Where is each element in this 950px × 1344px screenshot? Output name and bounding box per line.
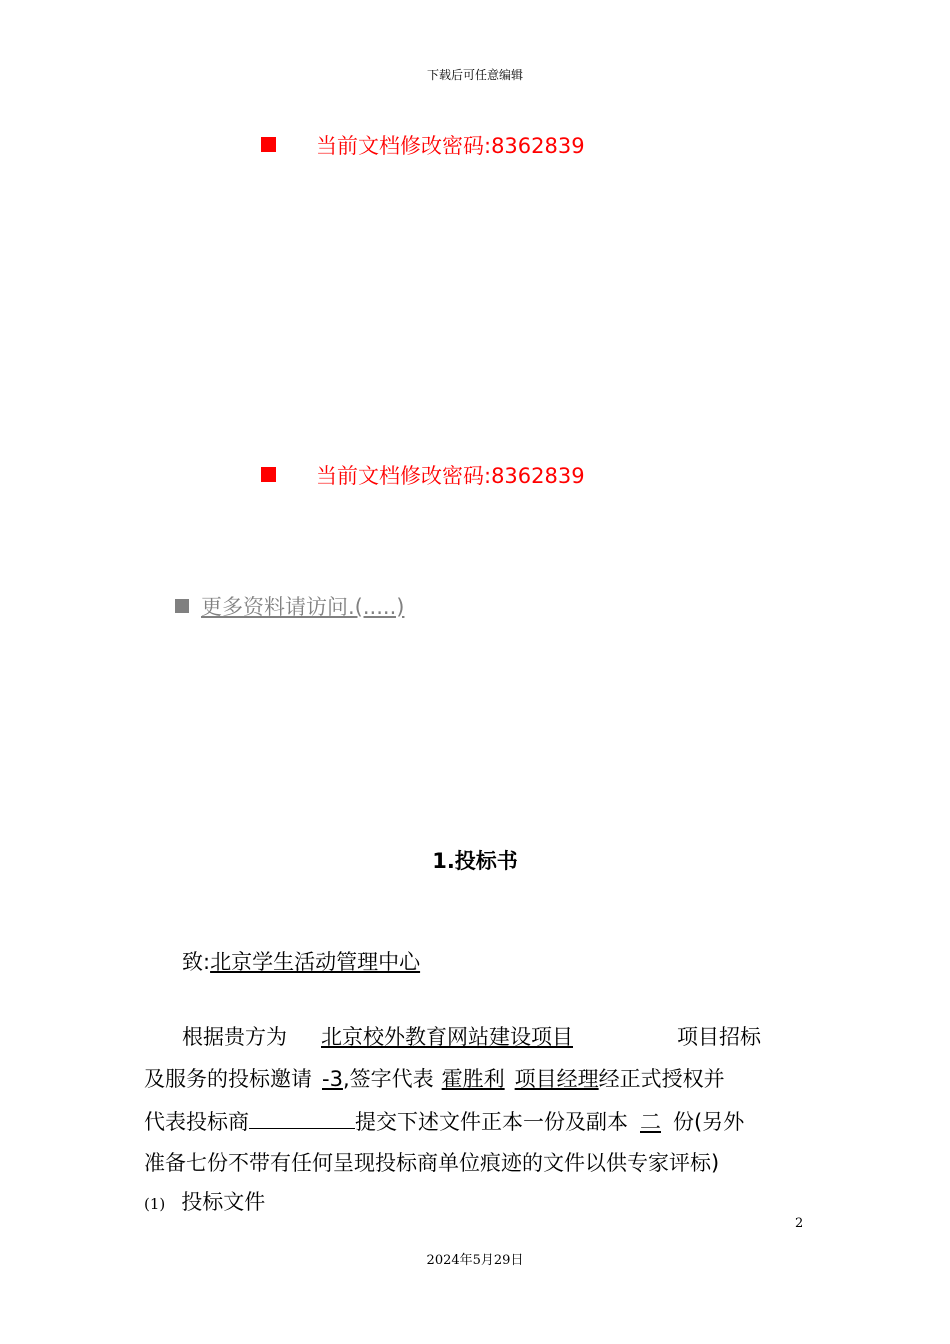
red-square-bullet-icon — [261, 467, 276, 482]
invitation-ref: -3 — [322, 1067, 343, 1091]
text-fragment: 份(另外 — [673, 1110, 745, 1134]
paragraph-line-4: 准备七份不带有任何呈现投标商单位痕迹的文件以供专家评标) — [144, 1151, 720, 1175]
paragraph-line-3 — [144, 1106, 744, 1137]
page-footer-date: 2024年5月29日 — [426, 1253, 524, 1268]
addressee-prefix: 致: — [182, 950, 211, 974]
text-fragment: 提交下述文件正本一份及副本 — [355, 1110, 628, 1134]
text-fragment: 及服务的投标邀请 — [144, 1067, 312, 1091]
more-info-link[interactable]: 更多资料请访问.(.....) — [201, 595, 405, 619]
list-item-number: (1) — [144, 1195, 166, 1213]
signer-role: 项目经理 — [514, 1067, 599, 1091]
addressee-line — [182, 947, 420, 977]
text-fragment: 代表投标商 — [144, 1110, 249, 1134]
addressee-org: 北京学生活动管理中心 — [210, 950, 421, 974]
paragraph-line-1 — [182, 1022, 761, 1052]
page-number: 2 — [795, 1216, 804, 1231]
bidder-blank — [249, 1106, 355, 1129]
password-notice: 当前文档修改密码:8362839 — [316, 134, 585, 158]
paragraph-line-2 — [144, 1064, 725, 1094]
gray-square-bullet-icon — [175, 599, 189, 613]
project-name: 北京校外教育网站建设项目 — [321, 1025, 573, 1049]
copies-count: 二 — [640, 1110, 661, 1134]
text-fragment: ,签字代表 — [342, 1067, 434, 1091]
list-item-1 — [144, 1187, 265, 1219]
password-notice: 当前文档修改密码:8362839 — [316, 464, 585, 488]
text-fragment: 根据贵方为 — [182, 1025, 287, 1049]
red-square-bullet-icon — [261, 137, 276, 152]
text-fragment: 项目招标 — [677, 1025, 761, 1049]
text-fragment: 经正式授权并 — [598, 1067, 725, 1091]
page-header: 下载后可任意编辑 — [426, 68, 523, 82]
list-item-text: 投标文件 — [181, 1190, 266, 1214]
signer-name: 霍胜利 — [441, 1067, 505, 1091]
document-title: 1.投标书 — [432, 849, 518, 873]
